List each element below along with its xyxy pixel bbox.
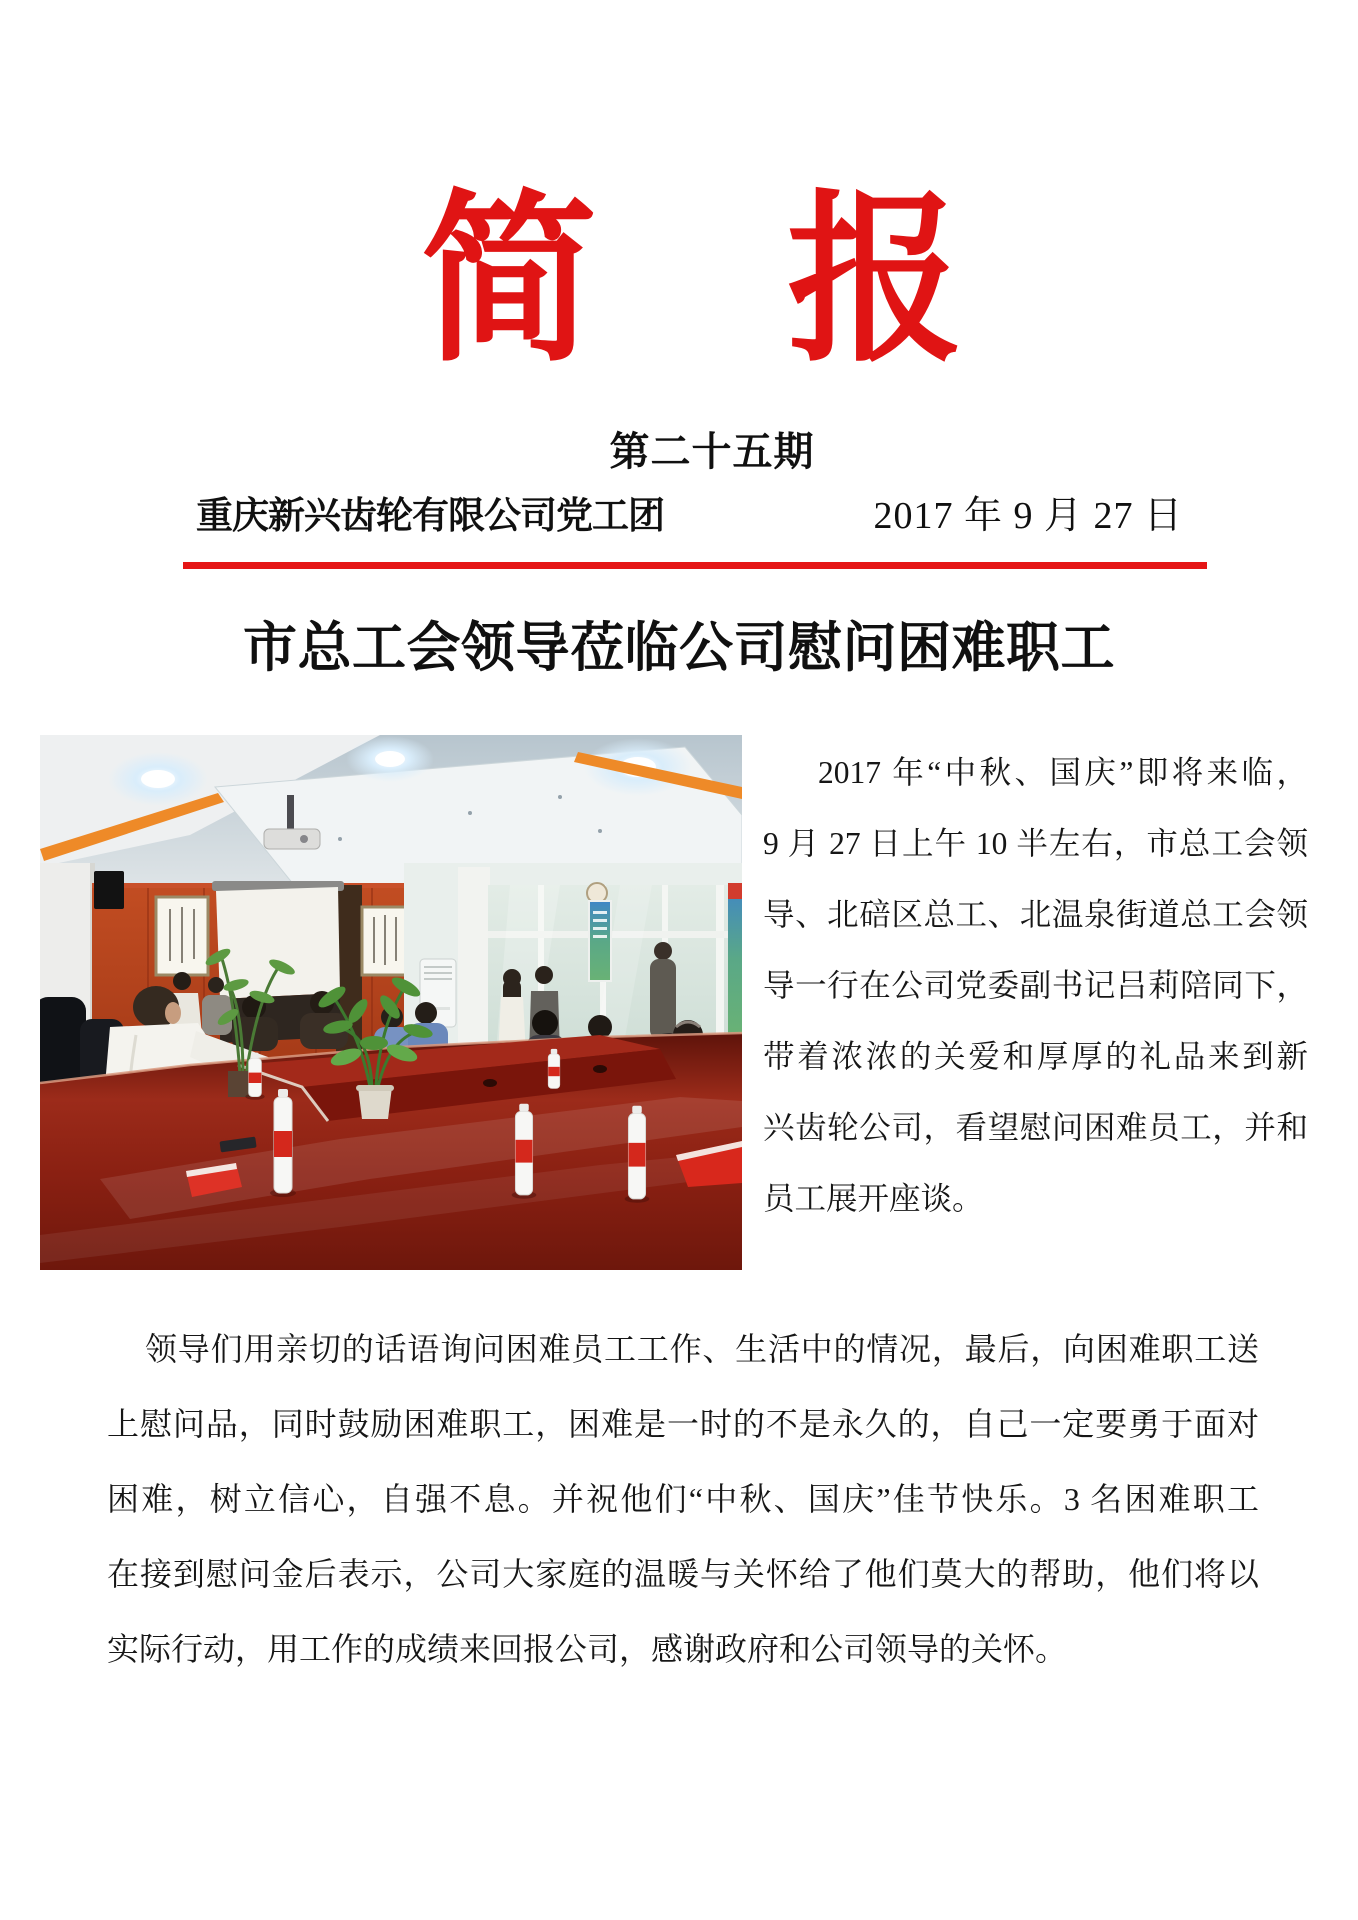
- body-line: 困难，树立信心，自强不息。并祝他们“中秋、国庆”佳节快乐。3 名困难职工: [107, 1481, 1259, 1517]
- body-line: 在接到慰问金后表示，公司大家庭的温暖与关怀给了他们莫大的帮助，他们将以: [107, 1556, 1259, 1592]
- body-line: 领导们用亲切的话语询问困难员工工作、生活中的情况，最后，向困难职工送: [145, 1331, 1259, 1367]
- meeting-photo-illustration: [40, 735, 742, 1270]
- water-bottle: [512, 1104, 537, 1199]
- intro-column: [763, 737, 1308, 1234]
- issue-label: 第二十五期: [609, 430, 815, 474]
- water-bottle: [548, 1049, 560, 1089]
- water-bottle: [270, 1089, 296, 1197]
- issue-date: 2017 年 9 月 27 日: [873, 495, 1183, 537]
- meta-row: [183, 484, 1207, 539]
- body-line: 实际行动，用工作的成绩来回报公司，感谢政府和公司领导的关怀。: [107, 1631, 1068, 1667]
- intro-line: 9 月 27 日上午 10 半左右，市总工会领: [763, 826, 1308, 861]
- meeting-photo: [40, 735, 742, 1270]
- intro-line: 兴齿轮公司，看望慰问困难员工，并和: [763, 1110, 1308, 1145]
- water-bottle: [625, 1106, 650, 1203]
- body-line: 上慰问品，同时鼓励困难职工，困难是一时的不是永久的，自己一定要勇于面对: [107, 1406, 1259, 1442]
- masthead-title: [26, 171, 1358, 388]
- intro-line: 带着浓浓的关爱和厚厚的礼品来到新: [763, 1039, 1308, 1074]
- intro-line: 导、北碚区总工、北温泉街道总工会领: [763, 897, 1308, 932]
- intro-line: 员工展开座谈。: [763, 1181, 984, 1216]
- intro-line: 2017 年“中秋、国庆”即将来临，: [818, 755, 1308, 790]
- masthead-char-bao: 报: [787, 171, 964, 388]
- red-divider-rule: [183, 562, 1207, 569]
- organization-name: 重庆新兴齿轮有限公司党工团: [196, 496, 664, 537]
- masthead-char-jian: 简: [420, 171, 597, 388]
- body-paragraph: [107, 1312, 1259, 1687]
- article-headline: 市总工会领导莅临公司慰问困难职工: [243, 618, 1115, 678]
- intro-line: 导一行在公司党委副书记吕莉陪同下，: [763, 968, 1308, 1003]
